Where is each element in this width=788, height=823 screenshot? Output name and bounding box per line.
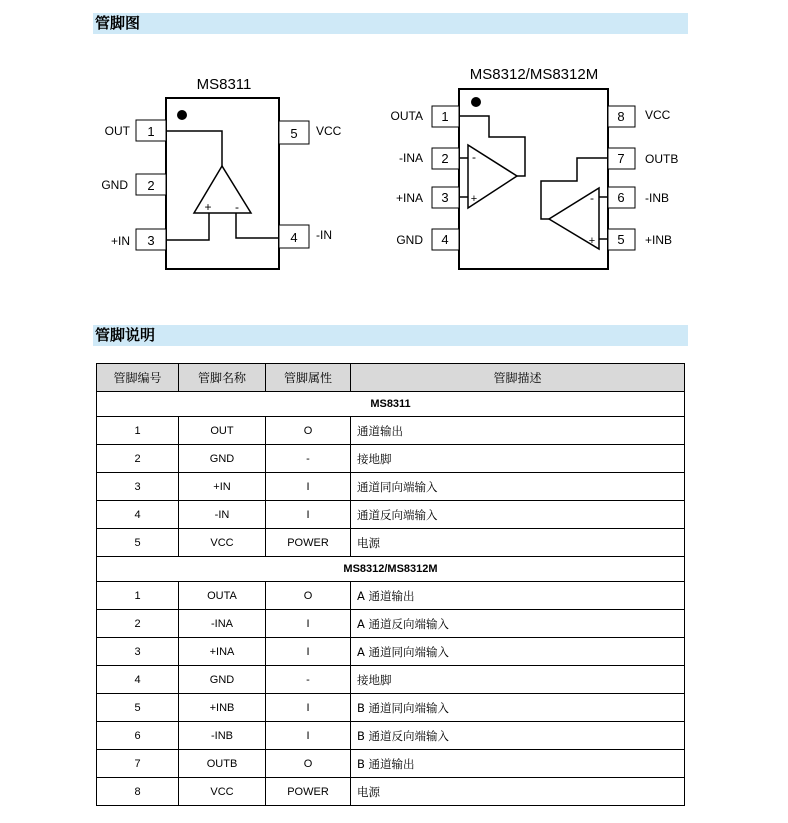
ms8312-opamp-b-minus: - xyxy=(590,191,594,205)
cell-pin-name: GND xyxy=(179,445,266,473)
pin1-marker xyxy=(471,97,481,107)
ms8312-pin-6-number: 6 xyxy=(617,190,625,205)
ms8312-pin-5-number: 5 xyxy=(617,232,625,247)
ms8312-pin-4-number: 4 xyxy=(441,232,449,247)
cell-pin-attribute: - xyxy=(266,666,351,694)
cell-pin-attribute: I xyxy=(266,610,351,638)
ms8312-pin-4-label: GND xyxy=(396,233,423,247)
header-pin-number: 管脚编号 xyxy=(97,364,179,392)
cell-pin-name: VCC xyxy=(179,778,266,806)
cell-pin-name: -INA xyxy=(179,610,266,638)
table-row xyxy=(97,501,685,529)
cell-pin-description: B 通道输出 xyxy=(351,750,685,778)
cell-pin-description: 电源 xyxy=(351,529,685,557)
table-header-row xyxy=(97,364,685,392)
cell-pin-number: 2 xyxy=(97,610,179,638)
cell-pin-description: A 通道同向端输入 xyxy=(351,638,685,666)
ms8312-pin-8-number: 8 xyxy=(617,109,625,124)
cell-pin-attribute: O xyxy=(266,582,351,610)
cell-pin-number: 5 xyxy=(97,529,179,557)
table-row xyxy=(97,529,685,557)
ms8311-minus-input-wire xyxy=(236,213,279,238)
cell-pin-attribute: POWER xyxy=(266,778,351,806)
cell-pin-number: 4 xyxy=(97,501,179,529)
ms8311-opamp xyxy=(194,166,251,213)
cell-pin-name: GND xyxy=(179,666,266,694)
cell-pin-attribute: I xyxy=(266,722,351,750)
table-row xyxy=(97,417,685,445)
table-row xyxy=(97,666,685,694)
cell-pin-name: OUTB xyxy=(179,750,266,778)
ms8311-pin-4-number: 4 xyxy=(290,230,298,245)
table-row xyxy=(97,610,685,638)
table-group-row xyxy=(97,392,685,417)
ms8312-pin-7-label: OUTB xyxy=(645,152,679,166)
cell-pin-name: OUTA xyxy=(179,582,266,610)
cell-pin-number: 8 xyxy=(97,778,179,806)
cell-pin-number: 6 xyxy=(97,722,179,750)
table-row xyxy=(97,694,685,722)
cell-pin-description: 通道同向端输入 xyxy=(351,473,685,501)
ms8311-opamp-plus: + xyxy=(204,200,212,214)
cell-pin-number: 1 xyxy=(97,417,179,445)
cell-pin-name: +IN xyxy=(179,473,266,501)
header-pin-name: 管脚名称 xyxy=(179,364,266,392)
ms8312-pin-6-label: -INB xyxy=(645,191,669,205)
cell-pin-attribute: I xyxy=(266,694,351,722)
cell-pin-number: 1 xyxy=(97,582,179,610)
ms8311-pin-2-label: GND xyxy=(101,178,128,192)
cell-pin-number: 5 xyxy=(97,694,179,722)
cell-pin-description: 接地脚 xyxy=(351,445,685,473)
cell-pin-description: 接地脚 xyxy=(351,666,685,694)
table-body xyxy=(97,392,685,806)
ms8311-opamp-minus: - xyxy=(235,200,239,214)
table-row xyxy=(97,445,685,473)
header-pin-attribute: 管脚属性 xyxy=(266,364,351,392)
table-row xyxy=(97,722,685,750)
ms8311-output-wire xyxy=(166,131,222,166)
cell-pin-description: 通道输出 xyxy=(351,417,685,445)
ms8312-opamp-a-minus: - xyxy=(472,150,476,164)
ms8312-chip-name: MS8312/MS8312M xyxy=(469,66,599,83)
ms8312-opamp-a-plus: + xyxy=(470,193,478,205)
ms8311-pin-5-number: 5 xyxy=(290,126,298,141)
cell-pin-number: 7 xyxy=(97,750,179,778)
pin-description-table xyxy=(96,363,685,806)
ms8311-pin-3-label: +IN xyxy=(110,234,130,248)
ms8311-chip-name: MS8311 xyxy=(196,76,252,93)
table-group-title: MS8312/MS8312M xyxy=(97,557,685,582)
pin1-marker xyxy=(177,110,187,120)
table-group-title: MS8311 xyxy=(97,392,685,417)
table-row xyxy=(97,778,685,806)
cell-pin-attribute: - xyxy=(266,445,351,473)
ms8311-pin-5-label: VCC xyxy=(316,124,342,138)
cell-pin-description: 通道反向端输入 xyxy=(351,501,685,529)
ms8311-pin-1-label: OUT xyxy=(104,124,130,138)
cell-pin-name: +INB xyxy=(179,694,266,722)
ms8311-pin-1-number: 1 xyxy=(147,124,155,139)
ms8312-pin-3-label: +INA xyxy=(395,191,423,205)
cell-pin-attribute: O xyxy=(266,417,351,445)
table-row xyxy=(97,750,685,778)
ms8312-opamp-b-plus: + xyxy=(588,235,596,247)
ms8312-pin-3-number: 3 xyxy=(441,190,449,205)
ms8311-pin-2-number: 2 xyxy=(147,178,155,193)
cell-pin-description: A 通道反向端输入 xyxy=(351,610,685,638)
table-row xyxy=(97,473,685,501)
table-row xyxy=(97,638,685,666)
ms8311-pin-4-label: -IN xyxy=(316,228,332,242)
cell-pin-description: A 通道输出 xyxy=(351,582,685,610)
cell-pin-description: 电源 xyxy=(351,778,685,806)
table-row xyxy=(97,582,685,610)
cell-pin-name: +INA xyxy=(179,638,266,666)
cell-pin-number: 2 xyxy=(97,445,179,473)
ms8312-pin-1-label: OUTA xyxy=(390,109,423,123)
cell-pin-name: VCC xyxy=(179,529,266,557)
ms8312-pin-1-number: 1 xyxy=(441,109,449,124)
pin-diagram-heading: 管脚图 xyxy=(93,13,688,34)
cell-pin-attribute: I xyxy=(266,638,351,666)
ms8311-plus-input-wire xyxy=(166,213,209,240)
ms8312-pin-7-number: 7 xyxy=(617,151,625,166)
cell-pin-description: B 通道反向端输入 xyxy=(351,722,685,750)
cell-pin-description: B 通道同向端输入 xyxy=(351,694,685,722)
cell-pin-number: 4 xyxy=(97,666,179,694)
cell-pin-name: -IN xyxy=(179,501,266,529)
pin-diagram xyxy=(0,0,788,300)
ms8312-pin-2-number: 2 xyxy=(441,151,449,166)
ms8312-pin-8-label: VCC xyxy=(645,108,671,122)
ms8312-pin-2-label: -INA xyxy=(399,151,423,165)
header-pin-description: 管脚描述 xyxy=(351,364,685,392)
cell-pin-number: 3 xyxy=(97,638,179,666)
pin-description-heading: 管脚说明 xyxy=(93,325,688,346)
cell-pin-attribute: O xyxy=(266,750,351,778)
cell-pin-name: OUT xyxy=(179,417,266,445)
ms8312-pin-5-label: +INB xyxy=(645,233,673,247)
ms8311-pin-3-number: 3 xyxy=(147,233,155,248)
cell-pin-number: 3 xyxy=(97,473,179,501)
cell-pin-name: -INB xyxy=(179,722,266,750)
cell-pin-attribute: I xyxy=(266,473,351,501)
cell-pin-attribute: I xyxy=(266,501,351,529)
table-group-row xyxy=(97,557,685,582)
cell-pin-attribute: POWER xyxy=(266,529,351,557)
